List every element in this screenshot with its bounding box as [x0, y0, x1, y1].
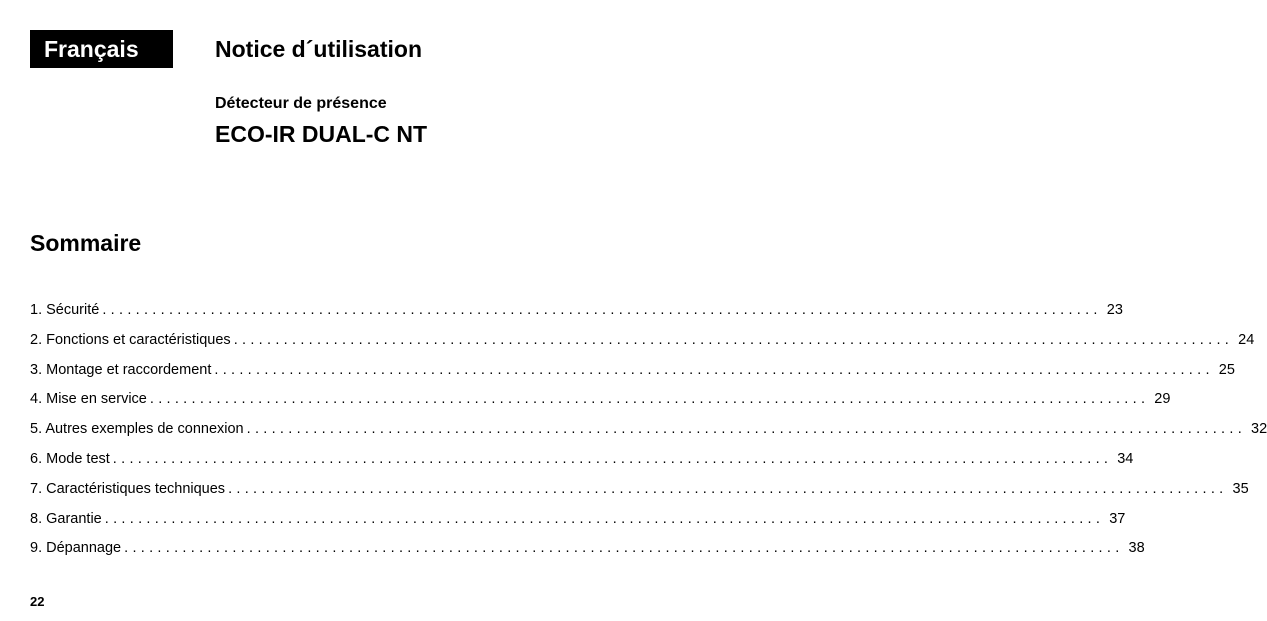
- toc-entry-page: 38: [1128, 540, 1145, 557]
- dot-leader: ........................................................................................................................: [102, 302, 1102, 318]
- toc-entry-title: 8. Garantie: [30, 510, 102, 527]
- toc-entry-title: 4. Mise en service: [30, 391, 147, 408]
- toc-entry: [30, 510, 1126, 540]
- language-badge: Français: [30, 30, 173, 68]
- toc-entry: [30, 301, 1123, 331]
- document-subtitle: Détecteur de présence: [215, 95, 387, 112]
- toc-entry: [30, 390, 1171, 420]
- product-name: ECO-IR DUAL-C NT: [215, 121, 428, 147]
- toc-entry-title: 9. Dépannage: [30, 540, 122, 557]
- table-of-contents: [30, 301, 1267, 569]
- dot-leader: ........................................................................................................................: [246, 421, 1247, 438]
- dot-leader: ........................................................................................................................: [233, 331, 1234, 348]
- dot-leader: ........................................................................................................................: [214, 361, 1214, 378]
- toc-entry-title: 2. Fonctions et caractéristiques: [30, 331, 231, 348]
- dot-leader: ........................................................................................................................: [112, 450, 1113, 467]
- toc-entry: [30, 539, 1145, 569]
- toc-entry: [30, 361, 1235, 391]
- document-title: Notice d´utilisation: [215, 36, 422, 62]
- dot-leader: ........................................................................................................................: [228, 480, 1228, 497]
- toc-entry-page: 29: [1154, 391, 1171, 408]
- toc-entry: [30, 450, 1134, 480]
- dot-leader: ........................................................................................................................: [104, 510, 1105, 527]
- toc-entry: [30, 420, 1267, 450]
- toc-entry-page: 37: [1109, 510, 1126, 527]
- dot-leader: ........................................................................................................................: [124, 540, 1124, 557]
- page-number: 22: [30, 594, 45, 609]
- toc-entry: [30, 480, 1249, 510]
- dot-leader: ........................................................................................................................: [149, 391, 1150, 408]
- toc-entry-page: 24: [1238, 331, 1255, 348]
- toc-entry-title: 5. Autres exemples de connexion: [30, 421, 244, 438]
- table-of-contents-heading: Sommaire: [30, 230, 142, 256]
- toc-entry: [30, 331, 1255, 361]
- toc-entry-title: 6. Mode test: [30, 450, 110, 467]
- toc-entry-page: 25: [1218, 361, 1235, 378]
- toc-entry-page: 23: [1106, 302, 1123, 318]
- toc-entry-title: 1. Sécurité: [30, 302, 100, 318]
- toc-entry-page: 32: [1251, 421, 1267, 438]
- toc-entry-page: 35: [1232, 480, 1249, 497]
- toc-entry-page: 34: [1117, 450, 1134, 467]
- toc-entry-title: 3. Montage et raccordement: [30, 361, 212, 378]
- toc-entry-title: 7. Caractéristiques techniques: [30, 480, 226, 497]
